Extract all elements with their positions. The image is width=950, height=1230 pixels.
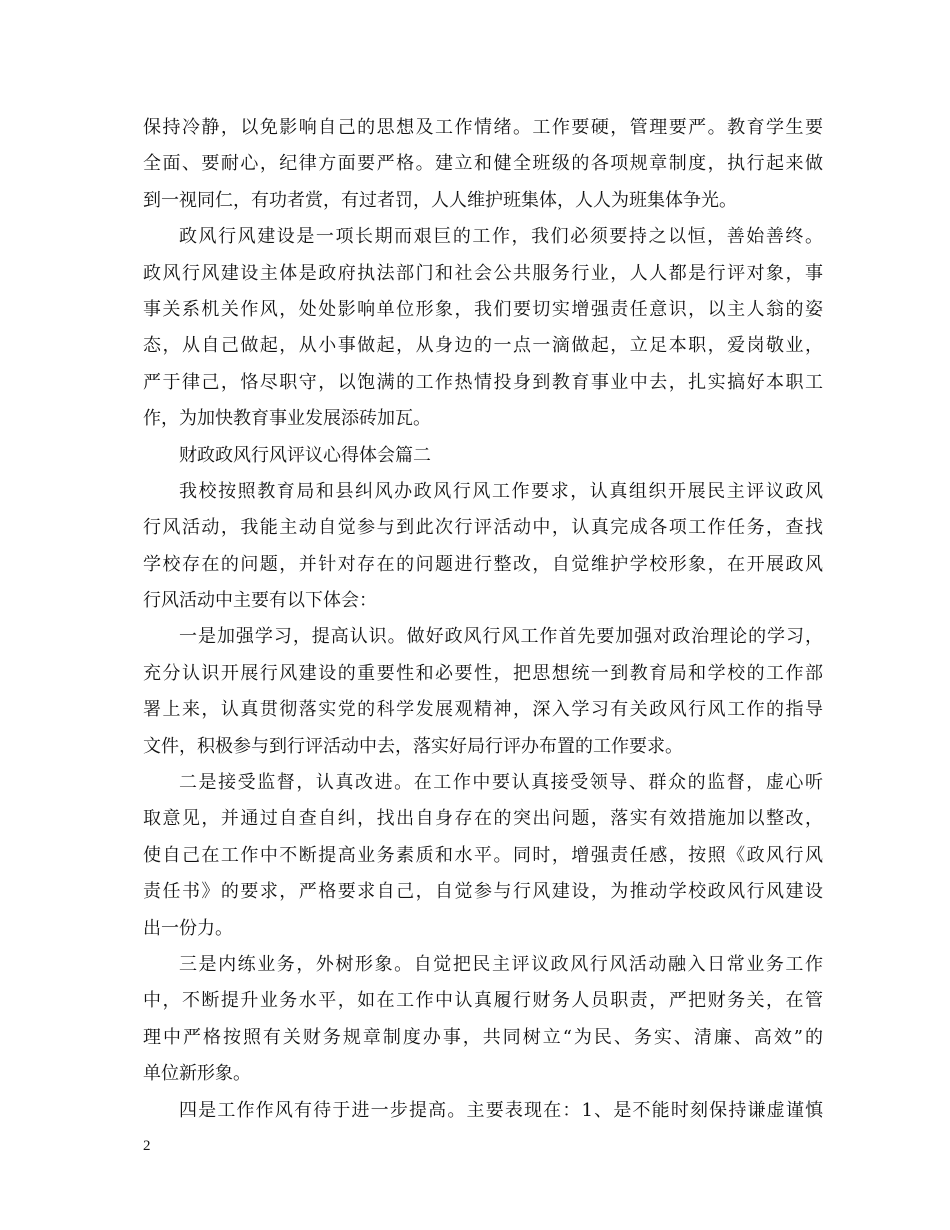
text-line: 署上来，认真贯彻落实党的科学发展观精神，深入学习有关政风行风工作的指导 xyxy=(143,699,823,721)
text-line: 文件，积极参与到行评活动中去，落实好局行评办布置的工作要求。 xyxy=(143,735,683,757)
text-line: 政风行风建设主体是政府执法部门和社会公共服务行业，人人都是行评对象，事 xyxy=(143,262,823,284)
text-line: 二是接受监督，认真改进。在工作中要认真接受领导、群众的监督，虚心听 xyxy=(179,772,823,794)
text-line: 财政政风行风评议心得体会篇二 xyxy=(179,444,431,466)
text-line: 严于律己，恪尽职守，以饱满的工作热情投身到教育事业中去，扎实搞好本职工 xyxy=(143,371,823,393)
text-line: 使自己在工作中不断提高业务素质和水平。同时，增强责任感，按照《政风行风 xyxy=(143,844,823,866)
text-line: 四是工作作风有待于进一步提高。主要表现在：1、是不能时刻保持谦虚谨慎 xyxy=(179,1099,823,1121)
text-line: 一是加强学习，提高认识。做好政风行风工作首先要加强对政治理论的学习， xyxy=(179,626,823,648)
text-line: 态，从自己做起，从小事做起，从身边的一点一滴做起，立足本职，爱岗敬业， xyxy=(143,335,823,357)
text-line: 作，为加快教育事业发展添砖加瓦。 xyxy=(143,408,431,430)
text-line: 充分认识开展行风建设的重要性和必要性，把思想统一到教育局和学校的工作部 xyxy=(143,662,823,684)
text-line: 取意见，并通过自查自纠，找出自身存在的突出问题，落实有效措施加以整改， xyxy=(143,808,823,830)
text-line: 全面、要耐心，纪律方面要严格。建立和健全班级的各项规章制度，执行起来做 xyxy=(143,153,823,175)
text-line: 学校存在的问题，并针对存在的问题进行整改，自觉维护学校形象，在开展政风 xyxy=(143,553,823,575)
text-line: 中，不断提升业务水平，如在工作中认真履行财务人员职责，严把财务关，在管 xyxy=(143,990,823,1012)
text-line: 我校按照教育局和县纠风办政风行风工作要求，认真组织开展民主评议政风 xyxy=(179,480,823,502)
text-line: 保持冷静，以免影响自己的思想及工作情绪。工作要硬，管理要严。教育学生要 xyxy=(143,117,823,138)
document-body xyxy=(143,110,823,1129)
text-line: 出一份力。 xyxy=(143,917,233,939)
text-line: 责任书》的要求，严格要求自己，自觉参与行风建设，为推动学校政风行风建设 xyxy=(143,881,823,903)
text-line: 事关系机关作风，处处影响单位形象，我们要切实增强责任意识，以主人翁的姿 xyxy=(143,298,823,320)
page-number: 2 xyxy=(143,1138,151,1154)
text-line: 行风活动，我能主动自觉参与到此次行评活动中，认真完成各项工作任务，查找 xyxy=(143,517,823,539)
text-line: 单位新形象。 xyxy=(143,1063,251,1085)
text-line: 理中严格按照有关财务规章制度办事，共同树立“为民、务实、清廉、高效”的 xyxy=(143,1026,823,1048)
text-line: 行风活动中主要有以下体会： xyxy=(143,590,377,612)
text-line: 到一视同仁，有功者赏，有过者罚，人人维护班集体，人人为班集体争光。 xyxy=(143,189,737,211)
text-line: 三是内练业务，外树形象。自觉把民主评议政风行风活动融入日常业务工作 xyxy=(179,953,823,975)
text-line: 政风行风建设是一项长期而艰巨的工作，我们必须要持之以恒，善始善终。 xyxy=(179,226,823,248)
